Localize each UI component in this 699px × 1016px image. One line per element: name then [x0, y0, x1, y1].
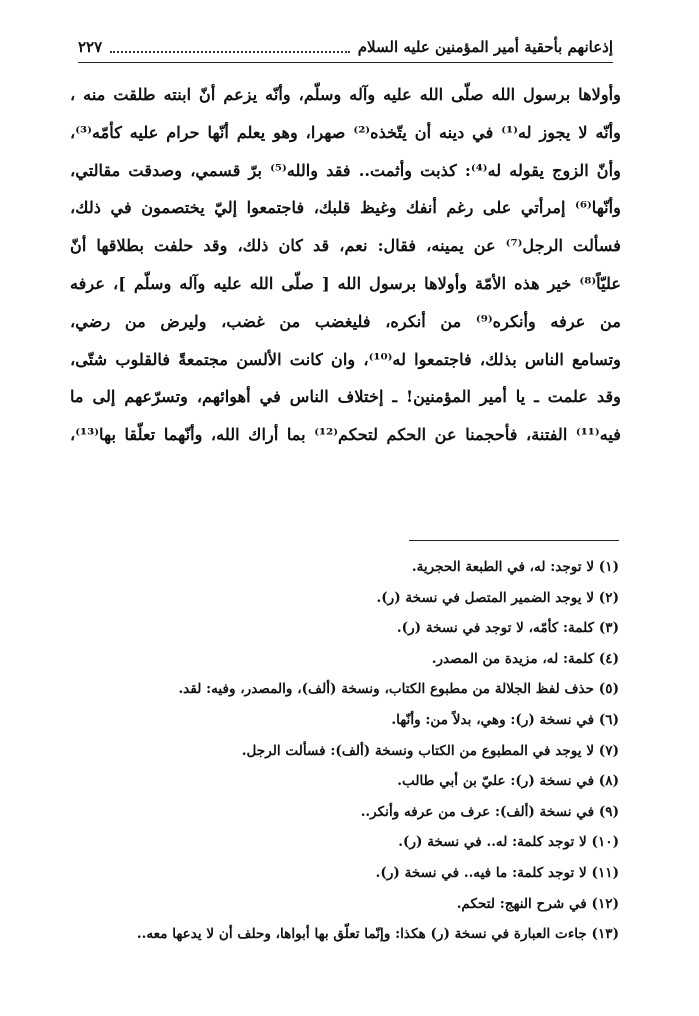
main-text: [70, 76, 621, 454]
text-line: وأولاها برسول الله صلّى الله عليه وآله وسلّم، وأنّه يزعم أنّ ابنته طلقت منه ،: [70, 85, 621, 104]
dot-leader: [110, 41, 350, 53]
header-rule: [78, 62, 613, 63]
footnote: (٢) لا يوجد الضمير المتصل في نسخة (ر).: [376, 589, 619, 606]
text-line: وأنّها⁽⁶⁾ إمرأتي على رغم أنفك وغيظ قلبك، فاجتمعوا إليّ يختصمون في ذلك،: [70, 198, 621, 218]
running-title: إذعانهم بأحقية أمير المؤمنين عليه السلام: [357, 38, 613, 56]
footnote: (١٣) جاءت العبارة في نسخة (ر) هكذا: وإنّما تعلّق بها أبواها، وحلف أن لا يدعها معه..: [136, 926, 619, 943]
footnote: (١٠) لا توجد كلمة: له.. في نسخة (ر).: [398, 834, 619, 851]
text-line: من عرفه وأنكره⁽⁹⁾ من أنكره، فليغضب من غضب، وليرض من رضي،: [70, 311, 621, 331]
footnote: (٩) في نسخة (ألف): عرف من عرفه وأنكر..: [360, 803, 619, 820]
page-number: ٢٢٧: [78, 38, 103, 56]
footnote: (١) لا توجد: له، في الطبعة الحجرية.: [411, 559, 619, 575]
footnote: (٨) في نسخة (ر): عليّ بن أبي طالب.: [397, 773, 619, 790]
footnote: (٧) لا يوجد في المطبوع من الكتاب ونسخة (ألف): فسألت الرجل.: [241, 742, 619, 759]
footnote: (٦) في نسخة (ر): وهي، بدلاً من: وأنّها.: [391, 711, 619, 728]
text-line: وقد علمت ـ يا أمير المؤمنين! ـ إختلاف الناس في أهوائهم، وتسرّعهم إلى ما: [70, 387, 621, 407]
footnote: (١٢) في شرح النهج: لتحكم.: [456, 895, 619, 912]
footnote: (٤) كلمة: له، مزيدة من المصدر.: [431, 650, 619, 667]
text-line: وأنّ الزوج يقوله له⁽⁴⁾: كذبت وأثمت.. فقد والله⁽⁵⁾ برّ قسمي، وصدقت مقالتي،: [70, 160, 621, 180]
footnote: (١١) لا توجد كلمة: ما فيه.. في نسخة (ر).: [375, 864, 619, 881]
text-line: عليّاً⁽⁸⁾ خير هذه الأمّة وأولاها برسول الله [ صلّى الله عليه وآله وسلّم ]، عرفه: [70, 273, 621, 293]
running-header: [78, 34, 613, 60]
text-line: فسألت الرجل⁽⁷⁾ عن يمينه، فقال: نعم، قد كان ذلك، وقد حلفت بطلاقها أنّ: [70, 236, 621, 256]
text-line: وأنّه لا يجوز له⁽¹⁾ في دينه أن يتّخذه⁽²⁾ صهرا، وهو يعلم أنّها حرام عليه كأمّه⁽³⁾،: [70, 122, 621, 142]
text-line: فيه⁽¹¹⁾ الفتنة، فأحجمنا عن الحكم لتحكم⁽¹²⁾ بما أراك الله، وأنّهما تعلّقا بها⁽¹³⁾،: [70, 425, 621, 445]
footnote: (٣) كلمة: كأمّه، لا توجد في نسخة (ر).: [396, 620, 619, 637]
footnote-rule: [409, 540, 619, 541]
text-line: وتسامع الناس بذلك، فاجتمعوا له⁽¹⁰⁾، وان كانت الألسن مجتمعةً فالقلوب شتّى،: [70, 349, 621, 369]
footnote: (٥) حذف لفظ الجلالة من مطبوع الكتاب، ونسخة (ألف)، والمصدر، وفيه: لقد.: [178, 681, 619, 698]
footnotes: [70, 552, 619, 950]
